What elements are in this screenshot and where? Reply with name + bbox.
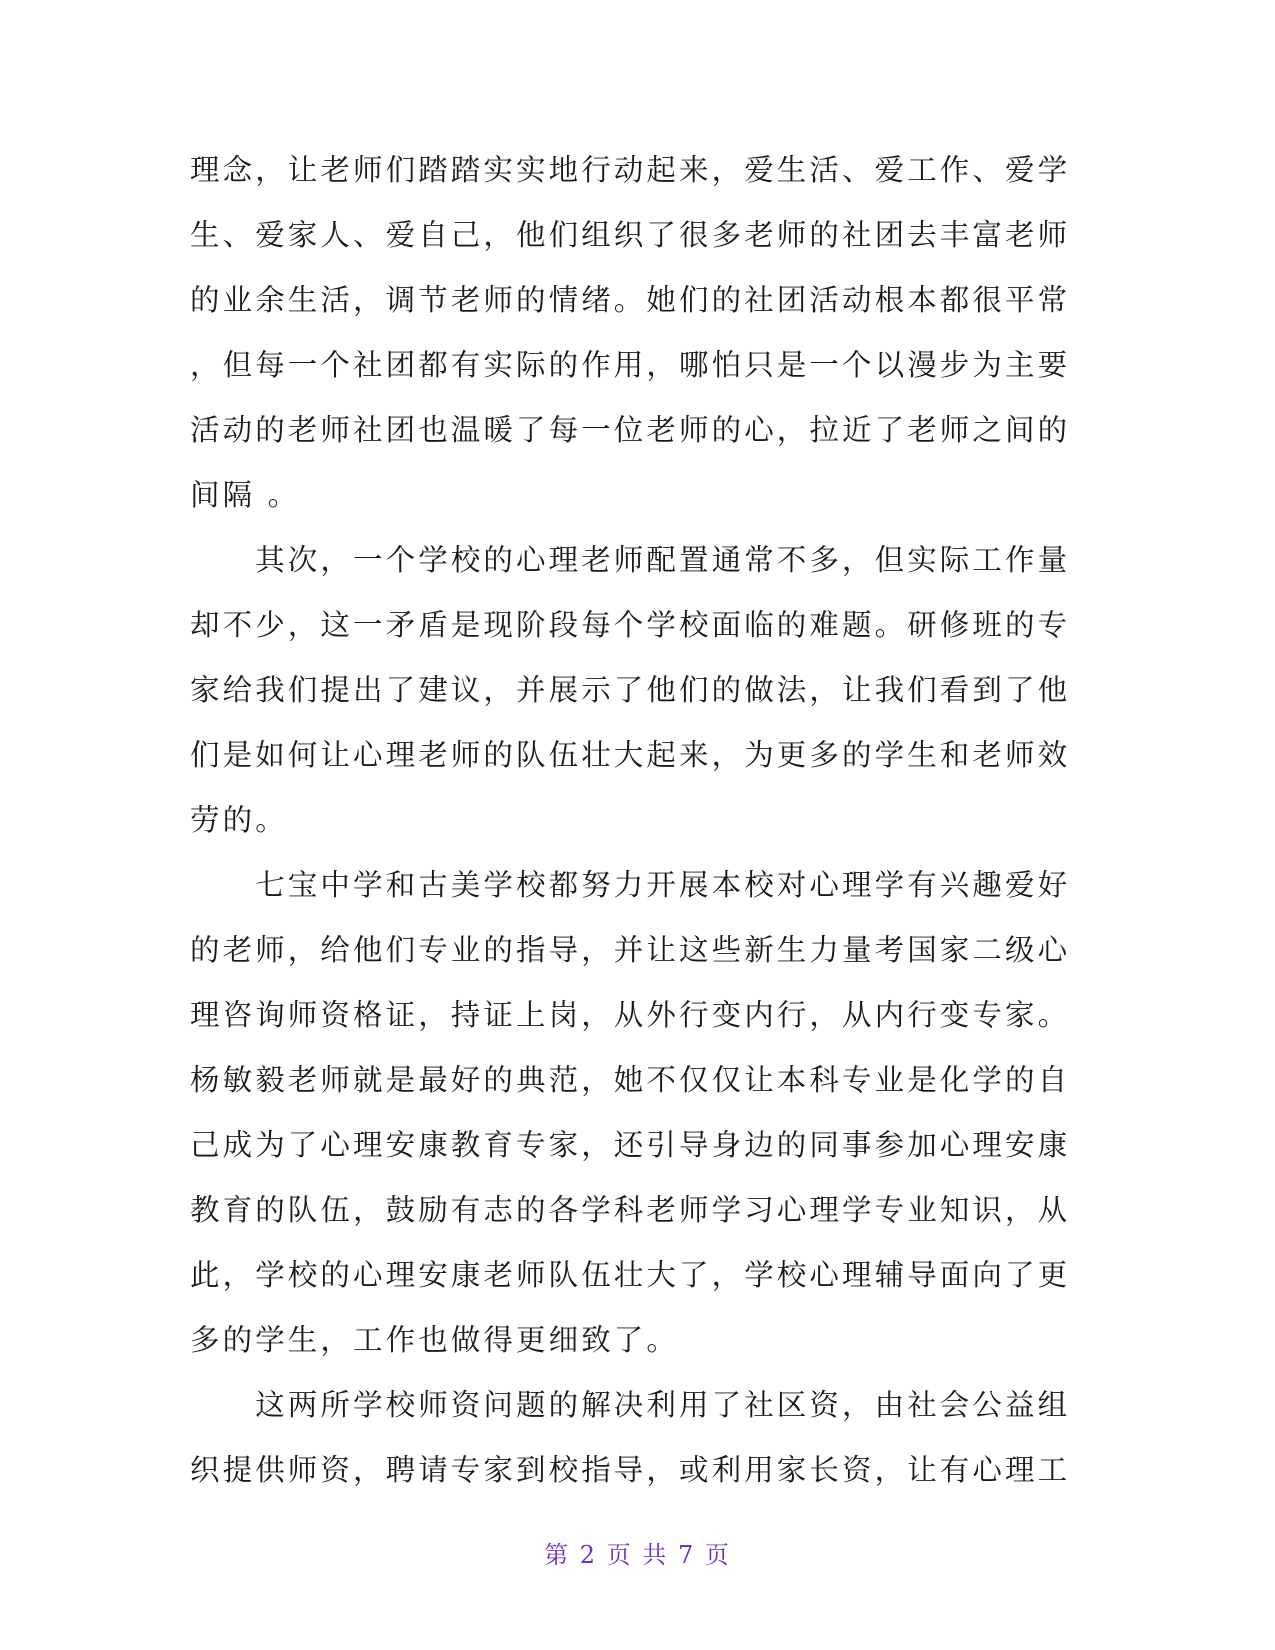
- text-line: 己成为了心理安康教育专家，还引导身边的同事参加心理安康: [190, 1128, 1071, 1162]
- text-line: 此，学校的心理安康老师队伍壮大了，学校心理辅导面向了更: [190, 1258, 1071, 1292]
- text-line: 理念，让老师们踏踏实实地行动起来，爱生活、爱工作、爱学: [190, 153, 1071, 187]
- text-line: 七宝中学和古美学校都努力开展本校对心理学有兴趣爱好: [190, 868, 1071, 902]
- text-line: 的老师，给他们专业的指导，并让这些新生力量考国家二级心: [190, 933, 1071, 967]
- text-line: 杨敏毅老师就是最好的典范，她不仅仅让本科专业是化学的自: [190, 1063, 1071, 1097]
- text-line: 理咨询师资格证，持证上岗，从外行变内行，从内行变专家。: [190, 998, 1071, 1032]
- text-line: 间隔 。: [190, 478, 301, 512]
- text-line: 多的学生，工作也做得更细致了。: [190, 1323, 680, 1357]
- text-line: 织提供师资，聘请专家到校指导，或利用家长资，让有心理工: [190, 1453, 1071, 1487]
- text-line: 的业余生活，调节老师的情绪。她们的社团活动根本都很平常: [190, 283, 1071, 317]
- text-line: 劳的。: [190, 803, 288, 837]
- text-line: 生、爱家人、爱自己，他们组织了很多老师的社团去丰富老师: [190, 218, 1071, 252]
- text-line: 们是如何让心理老师的队伍壮大起来，为更多的学生和老师效: [190, 738, 1071, 772]
- document-body: [190, 138, 1086, 1503]
- text-line: 却不少，这一矛盾是现阶段每个学校面临的难题。研修班的专: [190, 608, 1071, 642]
- text-line: 家给我们提出了建议，并展示了他们的做法，让我们看到了他: [190, 673, 1071, 707]
- page-number-footer: 第 2 页 共 7 页: [544, 1541, 731, 1569]
- text-line: 活动的老师社团也温暖了每一位老师的心，拉近了老师之间的: [190, 413, 1071, 447]
- text-line: 其次，一个学校的心理老师配置通常不多，但实际工作量: [190, 543, 1071, 577]
- text-line: 教育的队伍，鼓励有志的各学科老师学习心理学专业知识，从: [190, 1193, 1071, 1227]
- text-line: 这两所学校师资问题的解决利用了社区资，由社会公益组: [190, 1388, 1071, 1422]
- text-line: ，但每一个社团都有实际的作用，哪怕只是一个以漫步为主要: [190, 348, 1071, 382]
